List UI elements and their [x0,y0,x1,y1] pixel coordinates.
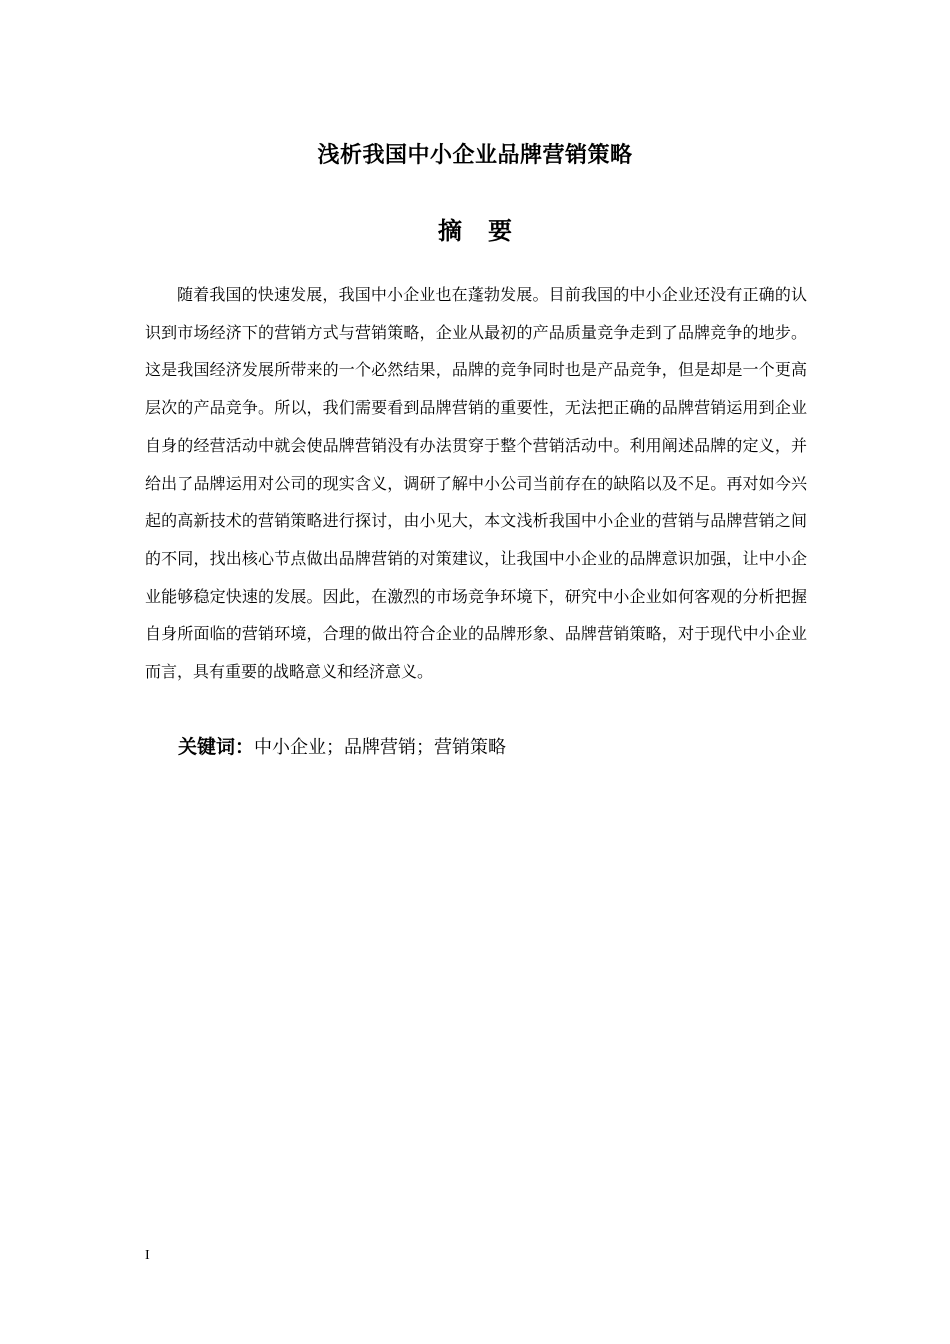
keywords-line [178,732,506,759]
keywords-value: 中小企业；品牌营销；营销策略 [254,737,507,758]
abstract-body: 随着我国的快速发展，我国中小企业也在蓬勃发展。目前我国的中小企业还没有正确的认识到市场经济下的营销方式与营销策略，企业从最初的产品质量竞争走到了品牌竞争的地步。这是我国经济发展所带来的一个必然结果，品牌的竞争同时也是产品竞争，但是却是一个更高层次的产品竞争。所以，我们需要看到品牌营销的重要性，无法把正确的品牌营销运用到企业自身的经营活动中就会使品牌营销没有办法贯穿于整个营销活动中。利用阐述品牌的定义，并给出了品牌运用对公司的现实含义，调研了解中小公司当前存在的缺陷以及不足。再对如今兴起的高新技术的营销策略进行探讨，由小见大，本文浅析我国中小企业的营销与品牌营销之间的不同，找出核心节点做出品牌营销的对策建议，让我国中小企业的品牌意识加强，让中小企业能够稳定快速的发展。因此，在激烈的市场竞争环境下，研究中小企业如何客观的分析把握自身所面临的营销环境，合理的做出符合企业的品牌形象、品牌营销策略，对于现代中小企业而言，具有重要的战略意义和经济意义。 [145,285,807,682]
document-title: 浅析我国中小企业品牌营销策略 [317,143,633,168]
abstract-heading: 摘要 [438,217,538,245]
keywords-label: 关键词： [178,736,255,758]
page-number: I [145,1248,150,1263]
